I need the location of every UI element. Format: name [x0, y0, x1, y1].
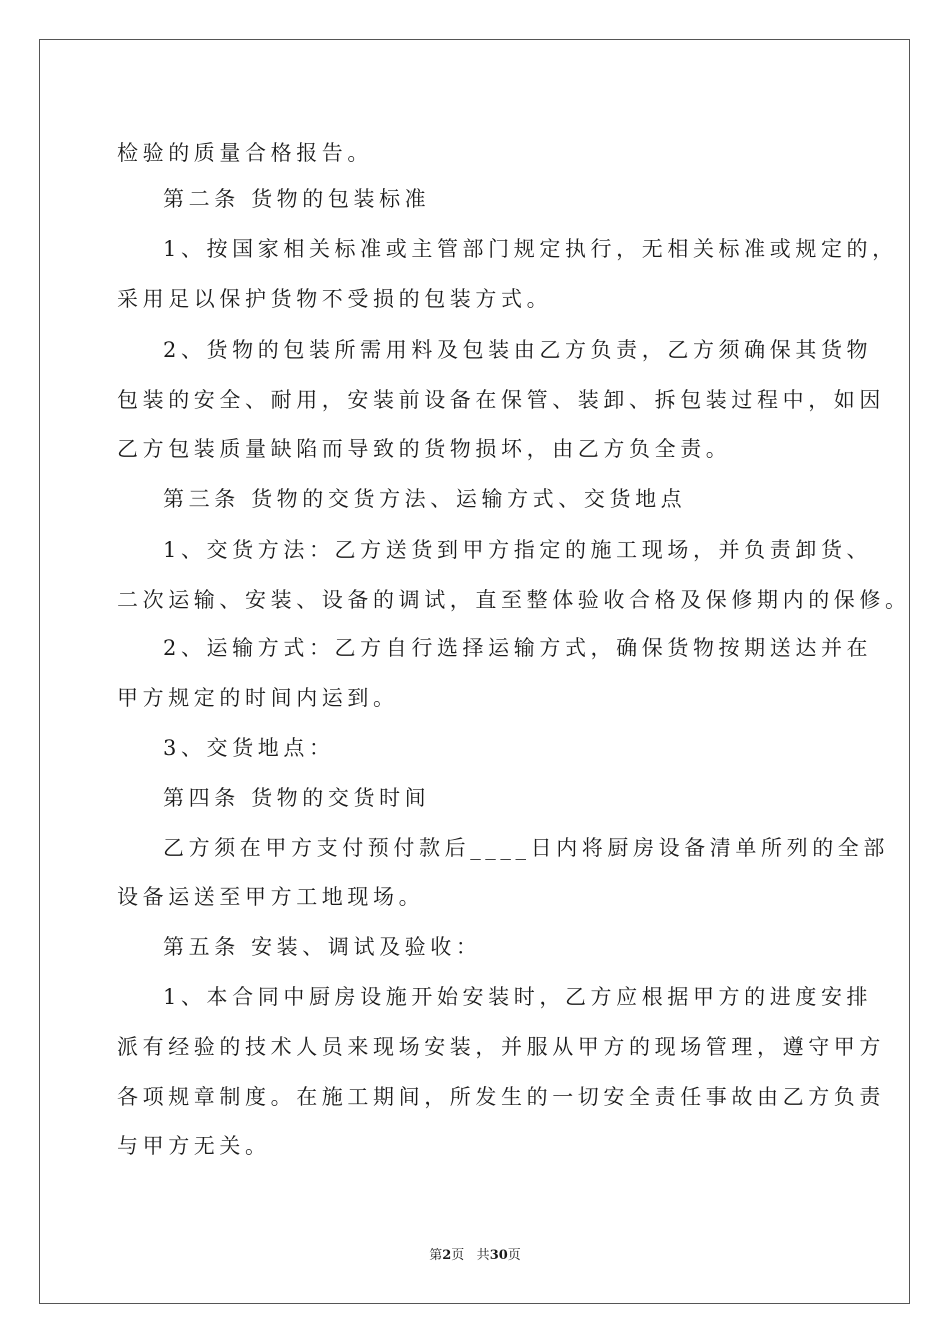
text-line: 1、按国家相关标准或主管部门规定执行，无相关标准或规定的，: [163, 237, 898, 261]
article-heading: 第四条 货物的交货时间: [163, 786, 431, 810]
text-line: 乙方须在甲方支付预付款后____日内将厨房设备清单所列的全部: [163, 836, 889, 860]
text-line: 与甲方无关。: [117, 1134, 271, 1158]
text-line: 1、本合同中厨房设施开始安装时，乙方应根据甲方的进度安排: [163, 985, 873, 1009]
text-line: 甲方规定的时间内运到。: [117, 686, 399, 710]
footer-prefix: 第: [429, 1248, 443, 1263]
footer-total-unit: 页: [507, 1248, 521, 1263]
footer-page-unit: 页: [451, 1248, 465, 1263]
current-page-number: 2: [442, 1248, 452, 1263]
text-line: 2、货物的包装所需用料及包装由乙方负责，乙方须确保其货物: [163, 338, 873, 362]
text-line: 2、运输方式：乙方自行选择运输方式，确保货物按期送达并在: [163, 636, 873, 660]
text-line: 检验的质量合格报告。: [117, 141, 373, 165]
page-footer: [0, 1247, 950, 1265]
text-line: 采用足以保护货物不受损的包装方式。: [117, 287, 553, 311]
text-line: 3、交货地点：: [163, 736, 335, 760]
text-line: 派有经验的技术人员来现场安装，并服从甲方的现场管理，遵守甲方: [117, 1035, 885, 1059]
article-heading: 第三条 货物的交货方法、运输方式、交货地点: [163, 487, 687, 511]
text-line: 各项规章制度。在施工期间，所发生的一切安全责任事故由乙方负责: [117, 1085, 885, 1109]
article-heading: 第五条 安装、调试及验收：: [163, 935, 482, 959]
total-pages-number: 30: [489, 1248, 508, 1263]
text-line: 二次运输、安装、设备的调试，直至整体验收合格及保修期内的保修。: [117, 588, 911, 612]
text-line: 设备运送至甲方工地现场。: [117, 885, 425, 909]
text-line: 1、交货方法：乙方送货到甲方指定的施工现场，并负责卸货、: [163, 538, 873, 562]
page-border: [39, 39, 910, 1304]
footer-total-prefix: 共: [476, 1248, 490, 1263]
text-line: 乙方包装质量缺陷而导致的货物损坏，由乙方负全责。: [117, 437, 732, 461]
text-line: 包装的安全、耐用，安装前设备在保管、装卸、拆包装过程中，如因: [117, 388, 885, 412]
article-heading: 第二条 货物的包装标准: [163, 187, 431, 211]
